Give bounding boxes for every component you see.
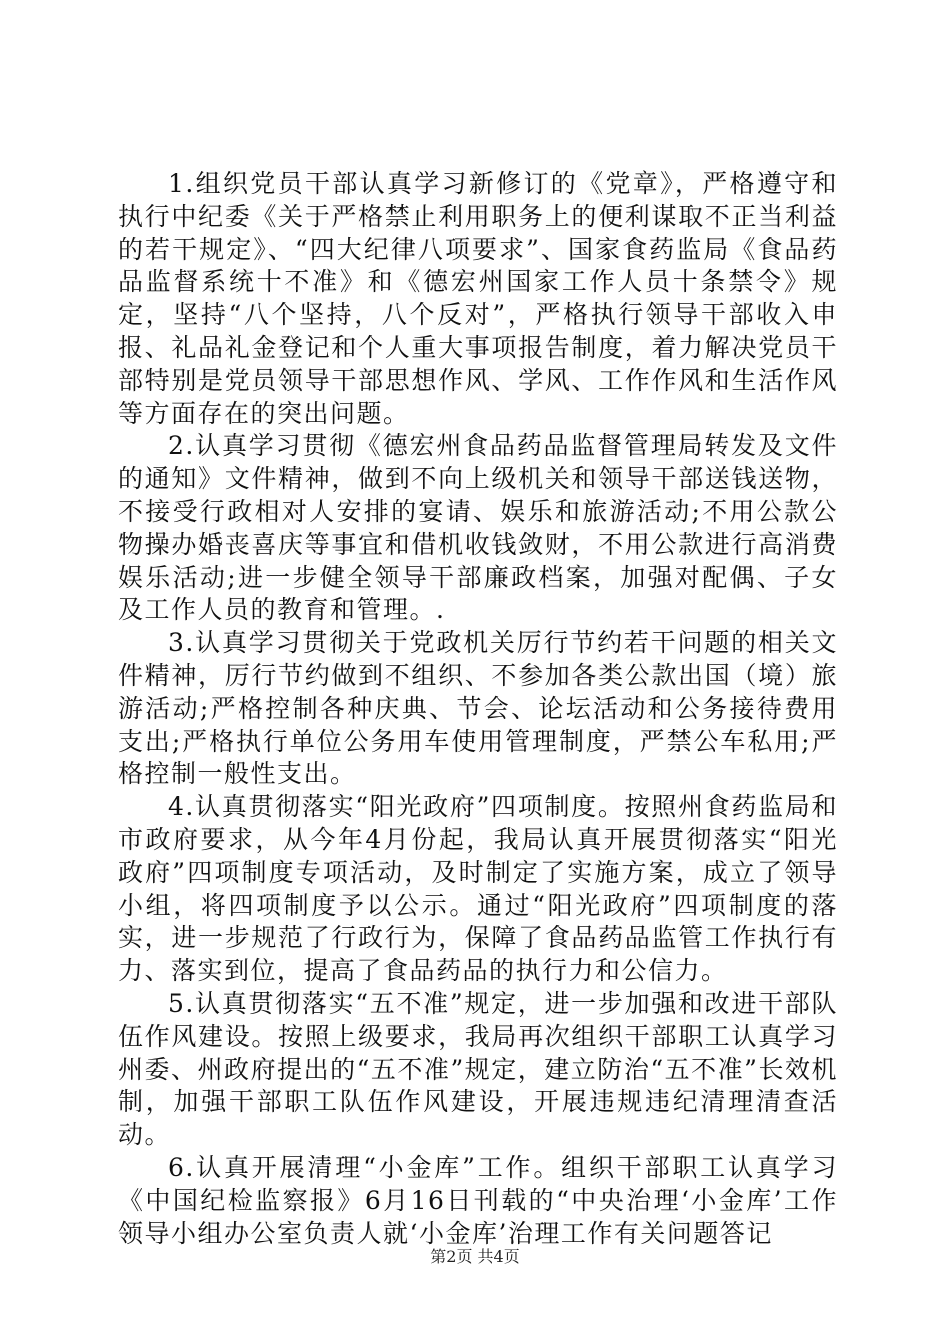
paragraph-1: 1.组织党员干部认真学习新修订的《党章》，严格遵守和执行中纪委《关于严格禁止利用职务上的便利谋取不正当利益的若干规定》、“四大纪律八项要求”、国家食药监局《食品药品监督系统十不准》和《德宏州国家工作人员十条禁令》规定，坚持“八个坚持，八个反对”，严格执行领导干部收入申报、礼品礼金登记和个人重大事项报告制度，着力解决党员干部特别是党员领导干部思想作风、学风、工作作风和生活作风等方面存在的突出问题。 xyxy=(118,169,838,428)
paragraph-3: 3.认真学习贯彻关于党政机关厉行节约若干问题的相关文件精神，厉行节约做到不组织、不参加各类公款出国（境）旅游活动;严格控制各种庆典、节会、论坛活动和公务接待费用支出;严格执行单位公务用车使用管理制度，严禁公车私用;严格控制一般性支出。 xyxy=(118,628,838,789)
page-footer: 第2页 共4页 xyxy=(430,1247,520,1266)
paragraph-2: 2.认真学习贯彻《德宏州食品药品监督管理局转发及文件的通知》文件精神，做到不向上级机关和领导干部送钱送物，不接受行政相对人安排的宴请、娱乐和旅游活动;不用公款公物操办婚丧喜庆等事宜和借机收钱敛财，不用公款进行高消费娱乐活动;进一步健全领导干部廉政档案，加强对配偶、子女及工作人员的教育和管理。. xyxy=(118,431,838,625)
paragraph-6: 6.认真开展清理“小金库”工作。组织干部职工认真学习《中国纪检监察报》6月16日刊载的“中央治理‘小金库’工作领导小组办公室负责人就‘小金库’治理工作有关问题答记 xyxy=(118,1152,838,1248)
document-body xyxy=(118,168,838,1250)
paragraph-4: 4.认真贯彻落实“阳光政府”四项制度。按照州食药监局和市政府要求，从今年4月份起，我局认真开展贯彻落实“阳光政府”四项制度专项活动，及时制定了实施方案，成立了领导小组，将四项制度予以公示。通过“阳光政府”四项制度的落实，进一步规范了行政行为，保障了食品药品监管工作执行有力、落实到位，提高了食品药品的执行力和公信力。 xyxy=(118,792,838,986)
paragraph-5: 5.认真贯彻落实“五不准”规定，进一步加强和改进干部队伍作风建设。按照上级要求，我局再次组织干部职工认真学习州委、州政府提出的“五不准”规定，建立防治“五不准”长效机制，加强干部职工队伍作风建设，开展违规违纪清理清查活动。 xyxy=(118,988,838,1150)
